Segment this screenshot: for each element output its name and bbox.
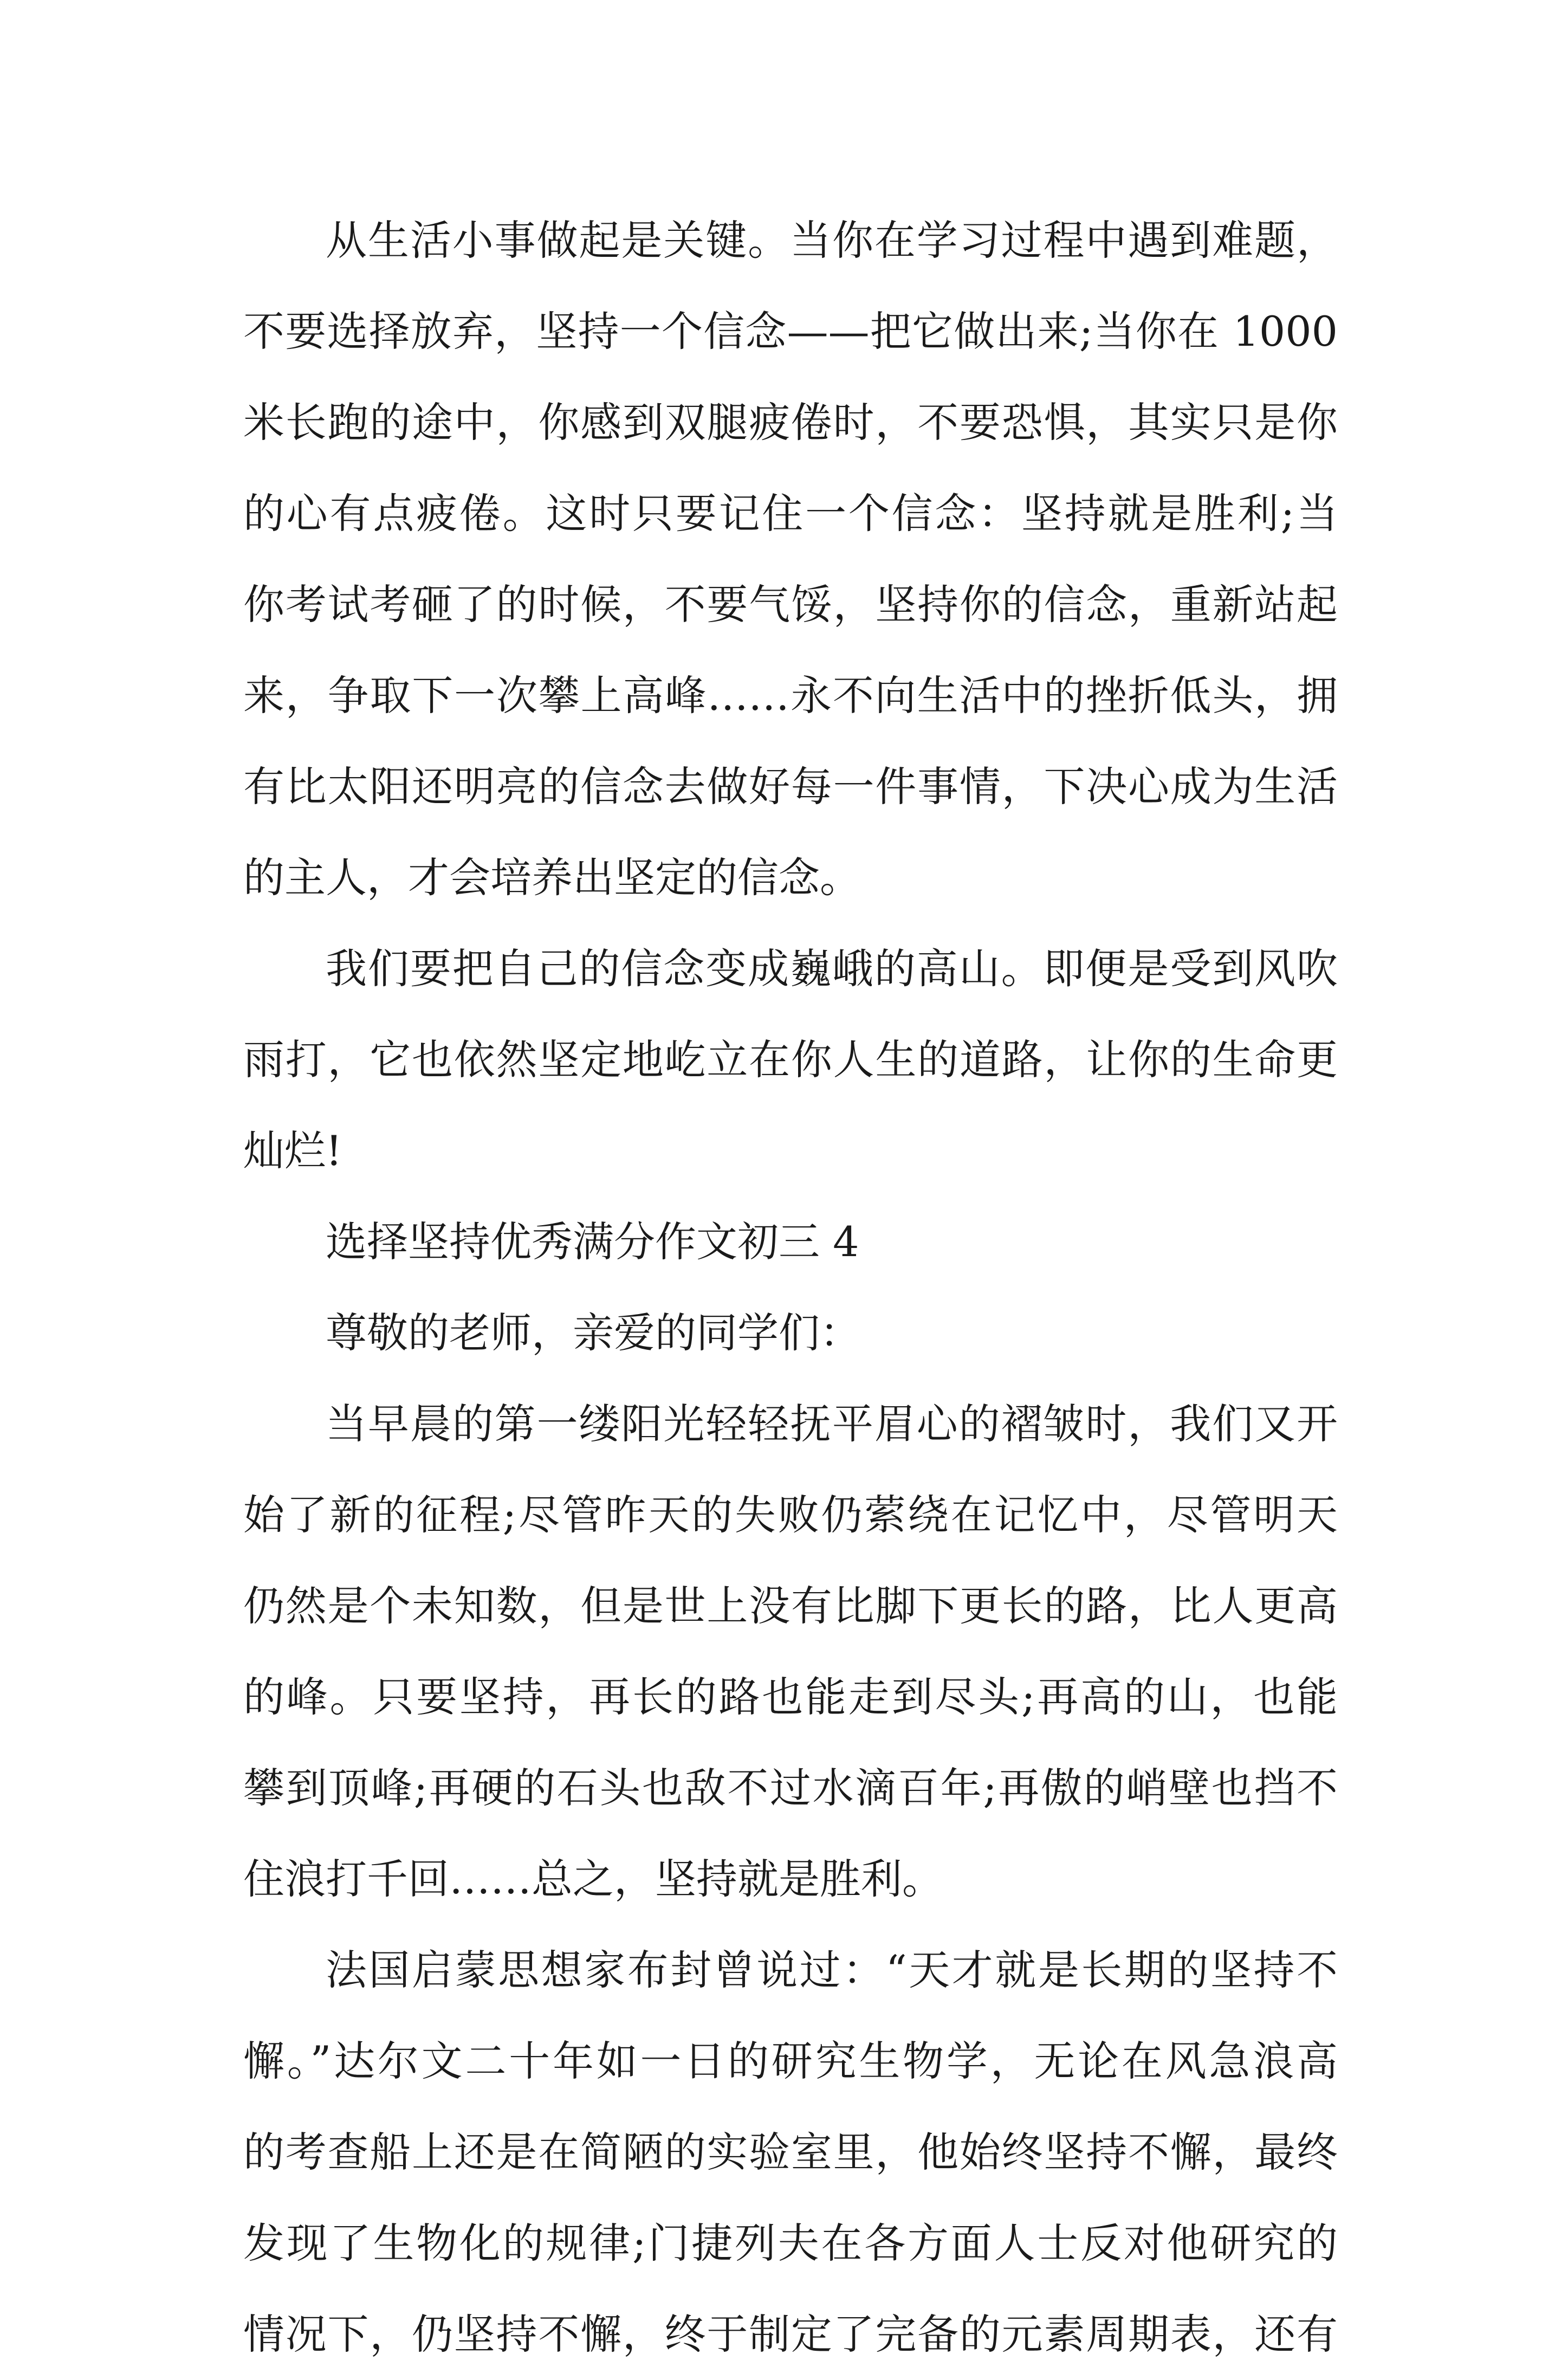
salutation-text: 尊敬的老师，亲爱的同学们： (326, 1309, 861, 1357)
text-line: 的考查船上还是在简陋的实验室里，他始终坚持不懈，最终 (243, 2128, 1338, 2176)
text-line: 有比太阳还明亮的信念去做好每一件事情，下决心成为生活 (243, 762, 1338, 811)
essay-heading (243, 1197, 1338, 1288)
text-line: 从生活小事做起是关键。当你在学习过程中遇到难题， (326, 216, 1338, 264)
salutation (243, 1288, 1338, 1379)
text-line: 的峰。只要坚持，再长的路也能走到尽头;再高的山，也能 (243, 1673, 1338, 1721)
paragraph-start-small (243, 195, 1338, 923)
text-line: 不要选择放弃，坚持一个信念——把它做出来;当你在 1000 (243, 307, 1338, 355)
paragraph-belief-mountain (243, 923, 1338, 1197)
text-line: 雨打，它也依然坚定地屹立在你人生的道路，让你的生命更 (243, 1036, 1338, 1084)
text-line: 我们要把自己的信念变成巍峨的高山。即便是受到风吹 (326, 945, 1338, 993)
text-line: 法国启蒙思想家布封曾说过：“天才就是长期的坚持不 (326, 1946, 1338, 1994)
text-line: 米长跑的途中，你感到双腿疲倦时，不要恐惧，其实只是你 (243, 398, 1338, 447)
paragraph-morning-sunlight (243, 1379, 1338, 1925)
text-line: 灿烂! (243, 1127, 342, 1175)
text-line: 仍然是个未知数，但是世上没有比脚下更长的路，比人更高 (243, 1582, 1338, 1630)
text-line: 懈。”达尔文二十年如一日的研究生物学，无论在风急浪高 (243, 2037, 1338, 2085)
text-line: 来，争取下一次攀上高峰……永不向生活中的挫折低头，拥 (243, 671, 1338, 720)
text-line: 情况下，仍坚持不懈，终于制定了完备的元素周期表，还有 (243, 2310, 1338, 2358)
text-line: 住浪打千回……总之，坚持就是胜利。 (243, 1855, 943, 1903)
text-line: 的心有点疲倦。这时只要记住一个信念：坚持就是胜利;当 (243, 489, 1338, 538)
text-line: 你考试考砸了的时候，不要气馁，坚持你的信念，重新站起 (243, 580, 1338, 629)
text-line: 攀到顶峰;再硬的石头也敌不过水滴百年;再傲的峭壁也挡不 (243, 1764, 1338, 1812)
essay-title: 选择坚持优秀满分作文初三 4 (326, 1218, 859, 1266)
paragraph-buffon-quote (243, 1925, 1338, 2380)
text-line: 发现了生物化的规律;门捷列夫在各方面人士反对他研究的 (243, 2219, 1338, 2267)
text-line: 始了新的征程;尽管昨天的失败仍萦绕在记忆中，尽管明天 (243, 1491, 1338, 1539)
document-body (243, 195, 1338, 2380)
text-line: 的主人，才会培养出坚定的信念。 (243, 853, 861, 902)
text-line: 当早晨的第一缕阳光轻轻抚平眉心的褶皱时，我们又开 (326, 1400, 1338, 1448)
